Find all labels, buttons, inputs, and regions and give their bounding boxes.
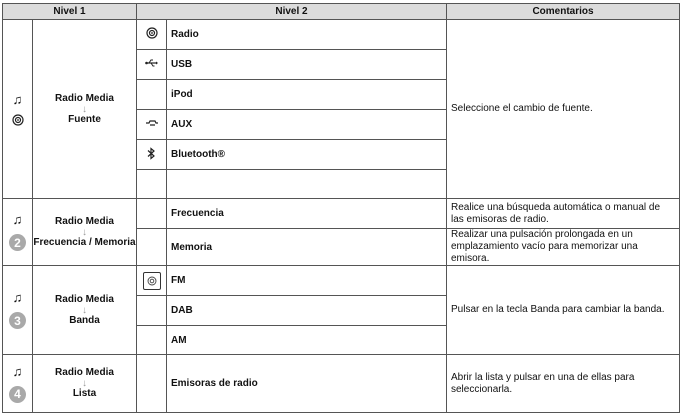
step-badge: 2 xyxy=(9,234,26,251)
header-row xyxy=(3,4,680,20)
bluetooth-icon xyxy=(147,147,156,160)
item-icon-cell xyxy=(137,199,167,229)
item-am: AM xyxy=(167,326,447,355)
level1-top: Radio Media xyxy=(55,367,114,378)
section1-comment: Seleccione el cambio de fuente. xyxy=(447,20,680,199)
section2-level1 xyxy=(33,199,137,266)
arrow-down-icon: ↓ xyxy=(82,103,87,115)
music-note-icon: ♫ xyxy=(12,290,23,305)
item-icon-cell xyxy=(137,170,167,199)
level1-bottom: Frecuencia / Memoria xyxy=(33,236,136,248)
item-icon-cell xyxy=(137,355,167,413)
section3-comment: Pulsar en la tecla Banda para cambiar la banda. xyxy=(447,266,680,355)
item-bluetooth: Bluetooth® xyxy=(167,140,447,170)
header-nivel2: Nivel 2 xyxy=(137,4,447,20)
item-icon-cell xyxy=(137,20,167,50)
arrow-down-icon: ↓ xyxy=(82,226,87,238)
radio-icon xyxy=(12,114,24,126)
comment-frecuencia: Realice una búsqueda automática o manual de las emisoras de radio. xyxy=(447,199,680,229)
item-radio: Radio xyxy=(167,20,447,50)
item-icon-cell xyxy=(137,229,167,266)
item-icon-cell xyxy=(137,266,167,296)
level1-top: Radio Media xyxy=(55,92,114,104)
item-memoria: Memoria xyxy=(167,229,447,266)
header-nivel1: Nivel 1 xyxy=(3,4,137,20)
item-icon-cell xyxy=(137,326,167,355)
item-emisoras: Emisoras de radio xyxy=(167,355,447,413)
music-note-icon: ♫ xyxy=(12,363,23,379)
radio-icon xyxy=(146,27,158,39)
comment-memoria: Realizar una pulsación prolongada en un emplazamiento vacío para memorizar una emisora. xyxy=(447,229,680,266)
section4-comment: Abrir la lista y pulsar en una de ellas para seleccionarla. xyxy=(447,355,680,413)
step-badge: 4 xyxy=(9,386,26,403)
usb-icon xyxy=(145,58,159,68)
item-icon-cell xyxy=(137,80,167,110)
header-comentarios: Comentarios xyxy=(447,4,680,20)
section2-icons xyxy=(3,199,33,266)
item-aux: AUX xyxy=(167,110,447,140)
table-row xyxy=(3,355,680,413)
item-frecuencia: Frecuencia xyxy=(167,199,447,229)
music-note-icon: ♫ xyxy=(12,91,23,107)
item-icon-cell xyxy=(137,110,167,140)
section1-level1 xyxy=(33,20,137,199)
arrow-down-icon: ↓ xyxy=(82,378,87,389)
item-icon-cell xyxy=(137,50,167,80)
item-empty xyxy=(167,170,447,199)
level1-bottom: Fuente xyxy=(68,113,101,125)
table-row xyxy=(3,199,680,229)
level1-top: Radio Media xyxy=(55,215,114,227)
item-fm: FM xyxy=(167,266,447,296)
item-dab: DAB xyxy=(167,296,447,326)
table-row xyxy=(3,20,680,50)
item-icon-cell xyxy=(137,296,167,326)
music-note-icon: ♫ xyxy=(12,212,23,227)
item-usb: USB xyxy=(167,50,447,80)
level1-top: Radio Media xyxy=(55,293,114,305)
fm-icon xyxy=(143,272,161,290)
section4-level1 xyxy=(33,355,137,413)
item-ipod: iPod xyxy=(167,80,447,110)
settings-table xyxy=(2,3,680,413)
section1-icons xyxy=(3,20,33,199)
aux-icon xyxy=(145,119,159,127)
section3-icons xyxy=(3,266,33,355)
step-badge: 3 xyxy=(9,312,26,329)
table-row xyxy=(3,266,680,296)
level1-bottom: Banda xyxy=(69,314,100,326)
level1-bottom: Lista xyxy=(72,388,97,399)
section3-level1 xyxy=(33,266,137,355)
item-icon-cell xyxy=(137,140,167,170)
arrow-down-icon: ↓ xyxy=(82,304,87,316)
section4-icons xyxy=(3,355,33,413)
